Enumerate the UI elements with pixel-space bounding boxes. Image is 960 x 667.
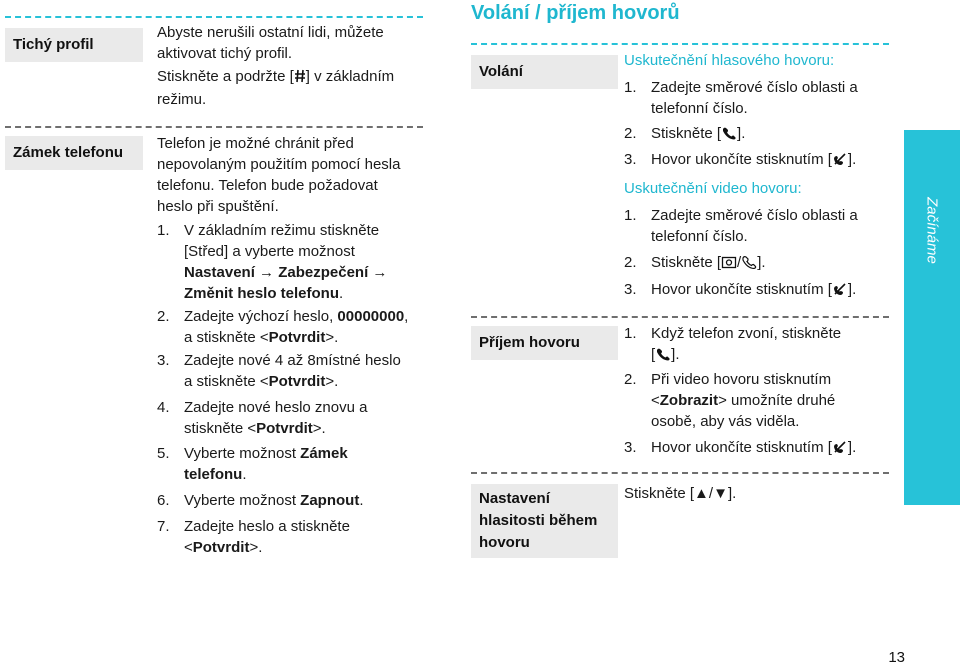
list-item (157, 490, 427, 511)
item-number: 3. (624, 151, 637, 168)
text-fragment: >. (312, 420, 326, 437)
text-fragment: Vyberte možnost (184, 445, 301, 462)
text-fragment: >. (325, 329, 339, 346)
menu-name: Zapnout (300, 492, 360, 509)
text-line: V základním režimu stiskněte (184, 222, 380, 239)
text-fragment: < (651, 392, 660, 409)
subheading-voice-call: Uskutečnění hlasového hovoru: (624, 52, 835, 69)
text-fragment: . (339, 285, 344, 302)
list-item (624, 252, 899, 273)
list-item (624, 149, 899, 170)
menu-name: telefonu (184, 466, 243, 483)
text-line (184, 490, 434, 511)
label-volani (471, 55, 618, 89)
volume-up-icon: ▲ (694, 485, 709, 502)
call-key-icon (655, 346, 671, 367)
item-number: 2. (624, 254, 637, 271)
menu-name: Zabezpečení (278, 264, 369, 281)
list-item (157, 443, 427, 485)
text-fragment: Vyberte možnost (184, 492, 301, 509)
item-text (651, 279, 911, 302)
item-number: 3. (624, 281, 637, 298)
text-line (184, 418, 434, 439)
end-key-icon (832, 151, 848, 172)
text-fragment: ]. (847, 439, 857, 456)
list-item (624, 279, 899, 300)
divider (471, 472, 889, 474)
menu-name: Nastavení (184, 264, 255, 281)
text-fragment: Hovor ukončíte stisknutím [ (651, 439, 832, 456)
item-number: 1. (624, 207, 637, 224)
zamek-intro-3: telefonu. Telefon bude požadovat (157, 177, 378, 194)
side-tab-label: Začínáme (923, 197, 941, 264)
softkey-name: Potvrdit (256, 420, 313, 437)
text-fragment: < (184, 539, 193, 556)
text-line: Zadejte směrové číslo oblasti a (651, 79, 858, 96)
text-line (184, 306, 434, 327)
text-fragment: / (708, 485, 714, 502)
text-fragment: Hovor ukončíte stisknutím [ (651, 281, 832, 298)
item-text (651, 323, 901, 367)
tichy-text-4: režimu. (157, 91, 207, 108)
zamek-intro-2: nepovolaným použitím pomocí hesla (157, 156, 401, 173)
item-text (184, 490, 434, 511)
text-fragment: , (404, 308, 409, 325)
arrow-icon: → (259, 264, 275, 281)
text-fragment: Hovor ukončíte stisknutím [ (651, 151, 832, 168)
label-text: Tichý profil (13, 36, 94, 53)
top-divider (5, 16, 423, 18)
item-text (651, 369, 901, 432)
divider (471, 316, 889, 318)
item-number: 2. (157, 308, 170, 325)
text-line: Zadejte nové heslo znovu a (184, 399, 368, 416)
item-text (651, 205, 901, 247)
text-line: [Střed] a vyberte možnost (184, 243, 355, 260)
text-fragment: >. (249, 539, 263, 556)
text-line: Když telefon zvoní, stiskněte (651, 325, 842, 342)
default-password: 00000000 (337, 308, 405, 325)
list-item (157, 397, 427, 439)
hash-key-icon (294, 68, 306, 89)
label-nastaveni-hlasitosti (471, 484, 618, 558)
item-text (184, 306, 434, 348)
item-text (651, 123, 901, 146)
text-line: telefonní číslo. (651, 228, 748, 245)
item-number: 2. (624, 125, 637, 142)
list-item (624, 323, 899, 365)
item-text (651, 77, 901, 119)
label-text: Zámek telefonu (13, 144, 124, 161)
text-line: Při video hovoru stisknutím (651, 371, 832, 388)
zamek-intro-1: Telefon je možné chránit před (157, 135, 354, 152)
label-line: hovoru (479, 534, 530, 551)
item-text (184, 443, 434, 485)
list-item (157, 220, 427, 304)
menu-name: Změnit heslo telefonu (184, 285, 340, 302)
title-divider (471, 43, 889, 45)
item-number: 1. (157, 222, 170, 239)
item-text (184, 220, 434, 304)
text-fragment: / (737, 254, 742, 271)
text-fragment: ] v základním (305, 68, 395, 85)
list-item (157, 350, 427, 392)
item-number: 3. (624, 439, 637, 456)
text-fragment: . (242, 466, 247, 483)
text-line (184, 283, 434, 304)
text-fragment: Stiskněte [ (651, 254, 722, 271)
text-line: telefonní číslo. (651, 100, 748, 117)
text-fragment: Stiskněte [ (624, 485, 695, 502)
menu-name: Zámek (300, 445, 348, 462)
item-text (651, 149, 911, 172)
zamek-intro-4: heslo při spuštění. (157, 198, 279, 215)
label-zamek-telefonu (5, 136, 143, 170)
text-line (184, 371, 434, 392)
camera-key-icon (721, 254, 737, 275)
softkey-name: Zobrazit (659, 392, 719, 409)
item-number: 4. (157, 399, 170, 416)
text-line (184, 262, 434, 283)
text-line (184, 443, 434, 464)
text-fragment: > umožníte druhé (718, 392, 836, 409)
volume-down-icon: ▼ (713, 485, 728, 502)
item-number: 1. (624, 325, 637, 342)
label-text: Příjem hovoru (479, 334, 580, 351)
label-line: Nastavení (479, 490, 550, 507)
softkey-name: Potvrdit (192, 539, 250, 556)
text-line: Zadejte heslo a stiskněte (184, 518, 350, 535)
video-call-key-icon (741, 254, 757, 275)
list-item (624, 77, 899, 119)
tichy-text-2: aktivovat tichý profil. (157, 45, 293, 62)
text-line (184, 537, 434, 558)
divider (5, 126, 423, 128)
text-fragment: ]. (737, 125, 746, 142)
text-fragment: ]. (847, 151, 857, 168)
tichy-text-3 (157, 66, 394, 89)
text-fragment: ]. (727, 485, 737, 502)
item-number: 5. (157, 445, 170, 462)
side-tab (904, 130, 960, 505)
label-line: hlasitosti během (479, 512, 598, 529)
item-number: 7. (157, 518, 170, 535)
text-line (651, 390, 901, 411)
text-fragment: [ (651, 346, 656, 363)
text-line (184, 464, 434, 485)
list-item (624, 369, 899, 432)
text-line: osobě, aby vás viděla. (651, 413, 800, 430)
text-line (184, 327, 434, 348)
item-number: 6. (157, 492, 170, 509)
text-fragment: Stiskněte a podržte [ (157, 68, 294, 85)
text-fragment: . (359, 492, 364, 509)
label-tichy-profil (5, 28, 143, 62)
page-number: 13 (888, 649, 905, 666)
text-fragment: a stiskněte < (184, 329, 269, 346)
list-item (624, 437, 899, 458)
softkey-name: Potvrdit (268, 373, 326, 390)
text-fragment: ]. (757, 254, 766, 271)
item-number: 2. (624, 371, 637, 388)
text-fragment: ]. (671, 346, 680, 363)
arrow-icon: → (372, 264, 388, 281)
list-item (624, 205, 899, 247)
subheading-video-call: Uskutečnění video hovoru: (624, 180, 802, 197)
list-item (624, 123, 899, 144)
item-text (184, 516, 434, 558)
item-text (651, 252, 901, 275)
item-number: 3. (157, 352, 170, 369)
item-text (651, 437, 911, 460)
softkey-name: Potvrdit (268, 329, 326, 346)
text-line: Zadejte nové 4 až 8místné heslo (184, 352, 401, 369)
end-key-icon (832, 281, 848, 302)
item-text (184, 350, 434, 392)
tichy-text-1: Abyste nerušili ostatní lidi, můžete (157, 24, 384, 41)
item-number: 1. (624, 79, 637, 96)
text-fragment: Zadejte výchozí heslo, (184, 308, 338, 325)
page-title: Volání / příjem hovorů (471, 2, 680, 24)
list-item (157, 516, 427, 558)
text-fragment: ]. (847, 281, 857, 298)
item-text (184, 397, 434, 439)
call-key-icon (721, 125, 737, 146)
list-item (157, 306, 427, 348)
text-line: Zadejte směrové číslo oblasti a (651, 207, 858, 224)
end-key-icon (832, 439, 848, 460)
label-prijem-hovoru (471, 326, 618, 360)
volume-instructions (624, 483, 736, 504)
text-fragment: Stiskněte [ (651, 125, 722, 142)
text-fragment: >. (325, 373, 339, 390)
label-text: Volání (479, 63, 523, 80)
text-fragment: stiskněte < (184, 420, 257, 437)
text-fragment: a stiskněte < (184, 373, 269, 390)
text-line (651, 344, 901, 367)
